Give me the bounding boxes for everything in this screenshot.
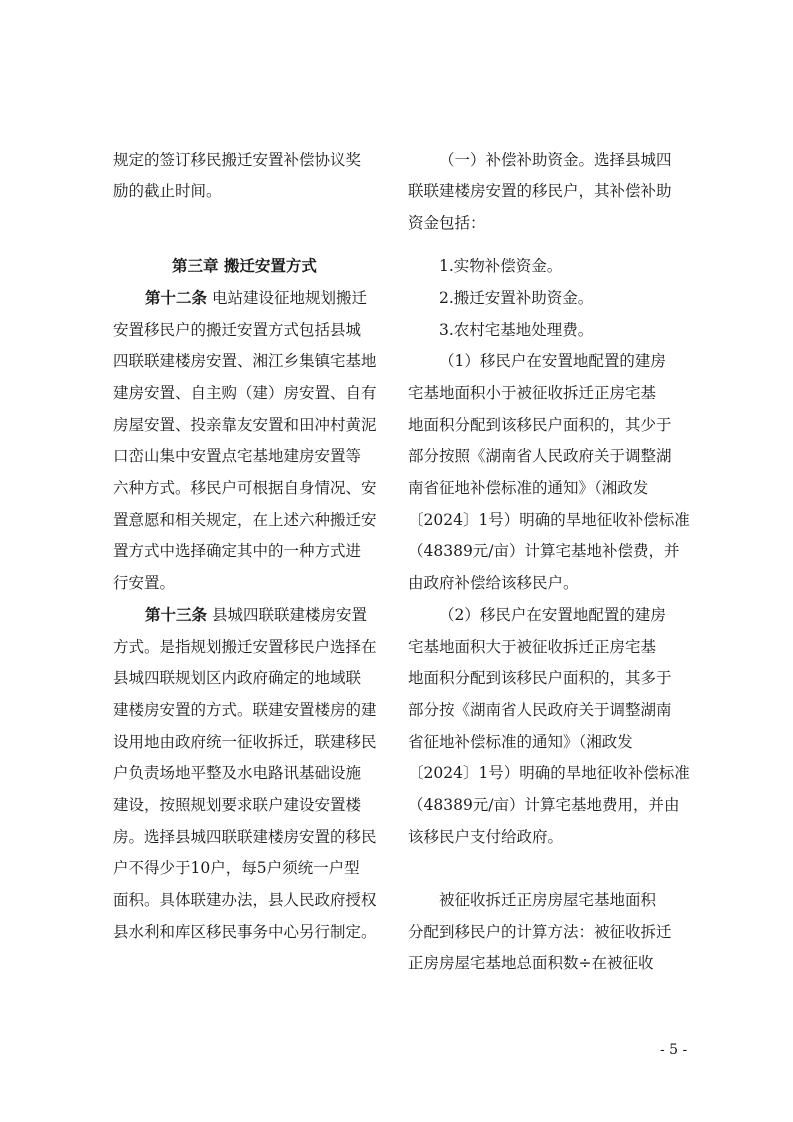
- body-text-line: 〔2024〕1号）明确的旱地征收补偿标准: [408, 764, 690, 782]
- body-text-line: 面积。具体联建办法，县人民政府授权: [113, 891, 377, 909]
- body-text-line: （48389元/亩）计算宅基地补偿费，并: [408, 542, 680, 560]
- body-text-line: （一）补偿补助资金。选择县城四: [439, 151, 672, 169]
- body-text-line: 宅基地面积小于被征收拆迁正房宅基: [408, 384, 657, 402]
- body-text-line: 建房安置、自主购（建）房安置、自有: [113, 384, 377, 402]
- body-text-line: （48389元/亩）计算宅基地费用，并由: [408, 796, 680, 814]
- body-text-line: 口峦山集中安置点宅基地建房安置等: [113, 447, 362, 465]
- body-text-line: 四联联建楼房安置、湘江乡集镇宅基地: [113, 352, 377, 370]
- body-text-line: 建设，按照规划要求联户建设安置楼: [113, 796, 362, 814]
- body-text-line: 南省征地补偿标准的通知》（湘政发: [408, 479, 649, 497]
- body-text-line: 安置移民户的搬迁安置方式包括县城: [113, 321, 362, 339]
- body-text-line: 行安置。: [113, 574, 176, 592]
- body-text-line: 规定的签订移民搬迁安置补偿协议奖: [113, 151, 362, 169]
- body-text-line: 分配到移民户的计算方法：被征收拆迁: [408, 923, 672, 941]
- body-text-line: 县水利和库区移民事务中心另行制定。: [113, 923, 377, 941]
- body-text-line: 励的截止时间。: [113, 182, 222, 200]
- body-text-line: 方式。是指规划搬迁安置移民户选择在: [113, 638, 377, 656]
- article-12-first-line: [145, 288, 367, 308]
- article-13-text: 县城四联联建楼房安置: [211, 606, 367, 624]
- article-12-label: 第十二条: [145, 289, 208, 307]
- page-number: - 5 -: [660, 1042, 688, 1058]
- body-text-line: 正房房屋宅基地总面积数÷在被征收: [408, 954, 654, 972]
- body-text-line: 置意愿和相关规定，在上述六种搬迁安: [113, 511, 377, 529]
- body-text-line: 该移民户支付给政府。: [408, 828, 564, 846]
- body-text-line: 房屋安置、投亲靠友安置和田冲村黄泥: [113, 416, 377, 434]
- list-item: 3.农村宅基地处理费。: [439, 321, 594, 339]
- body-text-line: 宅基地面积大于被征收拆迁正房宅基: [408, 638, 657, 656]
- body-text-line: （2）移民户在安置地配置的建房: [439, 606, 666, 624]
- list-item: 1.实物补偿资金。: [439, 257, 563, 275]
- body-text-line: 联联建楼房安置的移民户，其补偿补助: [408, 182, 672, 200]
- chapter-heading: 第三章 搬迁安置方式: [172, 257, 317, 275]
- body-text-line: 省征地补偿标准的通知》（湘政发: [408, 733, 633, 751]
- body-text-line: 部分按照《湖南省人民政府关于调整湖: [408, 447, 672, 465]
- article-13-first-line: [145, 605, 367, 625]
- body-text-line: 户负责场地平整及水电路讯基础设施: [113, 764, 362, 782]
- body-text-line: 地面积分配到该移民户面积的，其少于: [408, 416, 672, 434]
- body-text-line: 资金包括：: [408, 214, 486, 232]
- list-item: 2.搬迁安置补助资金。: [439, 289, 594, 307]
- body-text-line: 〔2024〕1号）明确的旱地征收补偿标准: [408, 511, 690, 529]
- body-text-line: 由政府补偿给该移民户。: [408, 574, 579, 592]
- body-text-line: 被征收拆迁正房房屋宅基地面积: [439, 891, 657, 909]
- body-text-line: 建楼房安置的方式。联建安置楼房的建: [113, 701, 377, 719]
- body-text-line: 六种方式。移民户可根据自身情况、安: [113, 479, 377, 497]
- body-text-line: 县城四联规划区内政府确定的地域联: [113, 669, 362, 687]
- body-text-line: （1）移民户在安置地配置的建房: [439, 352, 666, 370]
- body-text-line: 部分按《湖南省人民政府关于调整湖南: [408, 701, 672, 719]
- article-13-label: 第十三条: [145, 606, 208, 624]
- body-text-line: 置方式中选择确定其中的一种方式进: [113, 542, 362, 560]
- body-text-line: 设用地由政府统一征收拆迁，联建移民: [113, 733, 377, 751]
- body-text-line: 房。选择县城四联联建楼房安置的移民: [113, 828, 377, 846]
- body-text-line: 户不得少于10户，每5户须统一户型: [113, 859, 360, 877]
- body-text-line: 地面积分配到该移民户面积的，其多于: [408, 669, 672, 687]
- article-12-text: 电站建设征地规划搬迁: [211, 289, 367, 307]
